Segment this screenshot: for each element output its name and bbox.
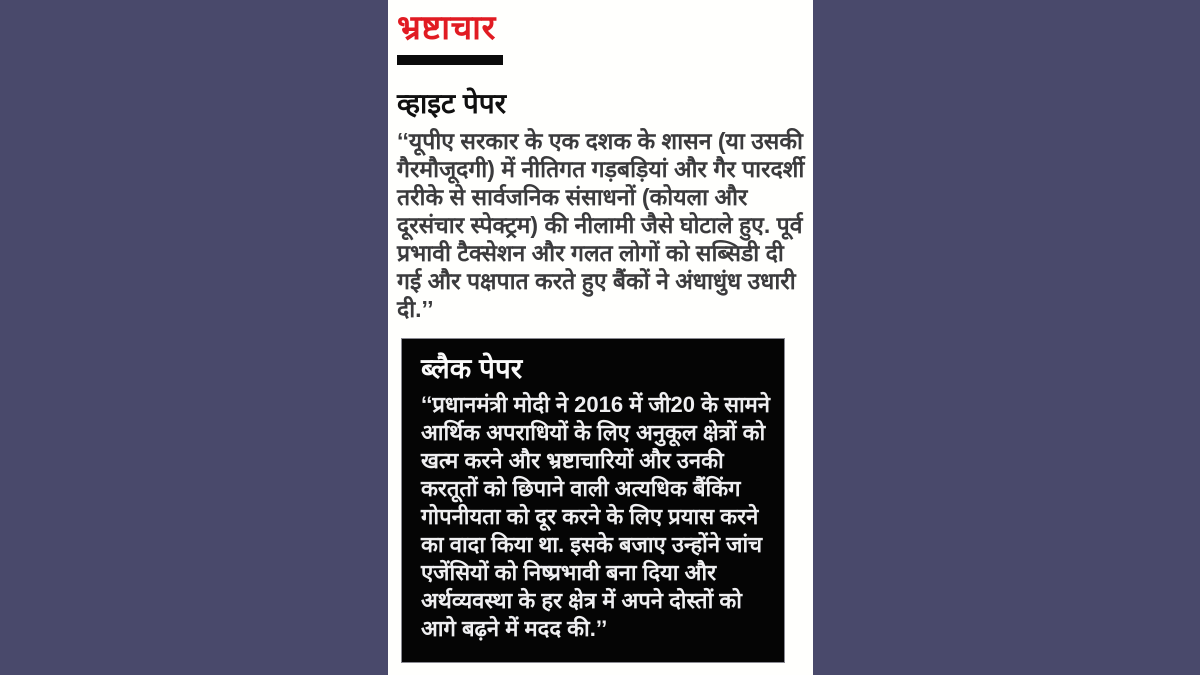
black-paper-heading: ब्लैक पेपर [421, 353, 523, 384]
title-underline-bar [397, 55, 503, 65]
black-paper-box [401, 338, 785, 663]
article-panel [388, 0, 813, 675]
white-paper-heading: व्हाइट पेपर [397, 88, 507, 120]
page-title: भ्रष्टाचार [397, 9, 496, 47]
black-paper-quote: ‘‘प्रधानमंत्री मोदी ने 2016 में जी20 के सामने आर्थिक अपराधियों के लिए अनुकूल क्षेत्रों को खत्म करने और भ्रष्टाचारियों और उनकी करतूतों को छिपाने वाली अत्यधिक बैंकिंग गोपनीयता को दूर करने के लिए प्रयास करने का वादा किया था. इसके बजाए उन्होंने जांच एजेंसियों को निष्प्रभावी बना दिया और अर्थव्यवस्था के हर क्षेत्र में अपने दोस्तों को आगे बढ़ने में मदद की.’’ [421, 391, 771, 641]
white-paper-quote: ‘‘यूपीए सरकार के एक दशक के शासन (या उसकी गैरमौजूदगी) में नीतिगत गड़बड़ियां और गैर पारदर्शी तरीके से सार्वजनिक संसाधनों (कोयला और दूरसंचार स्पेक्ट्रम) की नीलामी जैसे घोटाले हुए. पूर्व प्रभावी टैक्सेशन और गलत लोगों को सब्सिडी दी गई और पक्षपात करते हुए बैंकों ने अंधाधुंध उधारी दी.’’ [397, 128, 805, 323]
